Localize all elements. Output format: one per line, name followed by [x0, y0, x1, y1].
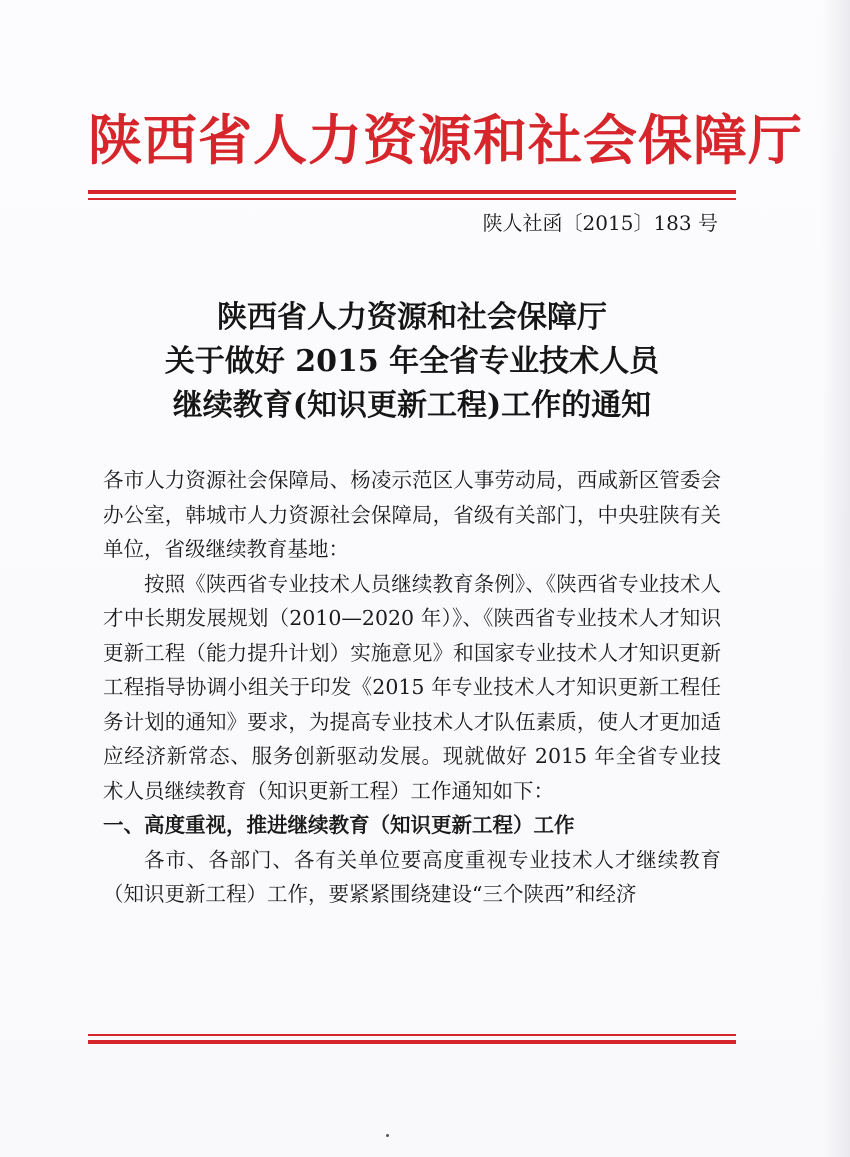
- document-number: 陕人社函〔2015〕183 号: [482, 211, 718, 235]
- footer-rule-thin: [88, 1034, 736, 1036]
- letterhead-org-name: 陕西省人力资源和社会保障厅: [88, 108, 803, 172]
- notice-body: [103, 463, 721, 912]
- scan-speck: [386, 1134, 389, 1137]
- title-line-1: 陕西省人力资源和社会保障厅: [217, 300, 607, 335]
- page-edge-shadow: [822, 0, 850, 1157]
- body-paragraph-2: 各市、各部门、各有关单位要高度重视专业技术人才继续教育（知识更新工程）工作，要紧紧围绕建设“三个陕西”和经济: [103, 847, 721, 906]
- title-line-3: 继续教育(知识更新工程)工作的通知: [172, 388, 652, 423]
- notice-title: [90, 296, 734, 428]
- section-heading-1: 一、高度重视，推进继续教育（知识更新工程）工作: [103, 813, 575, 837]
- letterhead-rule-thin: [88, 198, 736, 200]
- title-line-2: 关于做好 2015 年全省专业技术人员: [164, 344, 660, 379]
- body-paragraph-1: 按照《陕西省专业技术人员继续教育条例》、《陕西省专业技术人才中长期发展规划（2010—2020 年）》、《陕西省专业技术人才知识更新工程（能力提升计划）实施意见》和国家专业技术人才知识更新工程指导协调小组关于印发《2015 年专业技术人才知识更新工程任务计划的通知》要求，为提高专业技术人才队伍素质，使人才更加适应经济新常态、服务创新驱动发展。现就做好 2015 年全省专业技术人员继续教育（知识更新工程）工作通知如下：: [103, 571, 721, 803]
- letterhead-rule-thick: [88, 190, 736, 194]
- footer-rule-thick: [88, 1040, 736, 1044]
- addressees-paragraph: 各市人力资源社会保障局、杨凌示范区人事劳动局，西咸新区管委会办公室，韩城市人力资源社会保障局，省级有关部门，中央驻陕有关单位，省级继续教育基地：: [103, 468, 721, 561]
